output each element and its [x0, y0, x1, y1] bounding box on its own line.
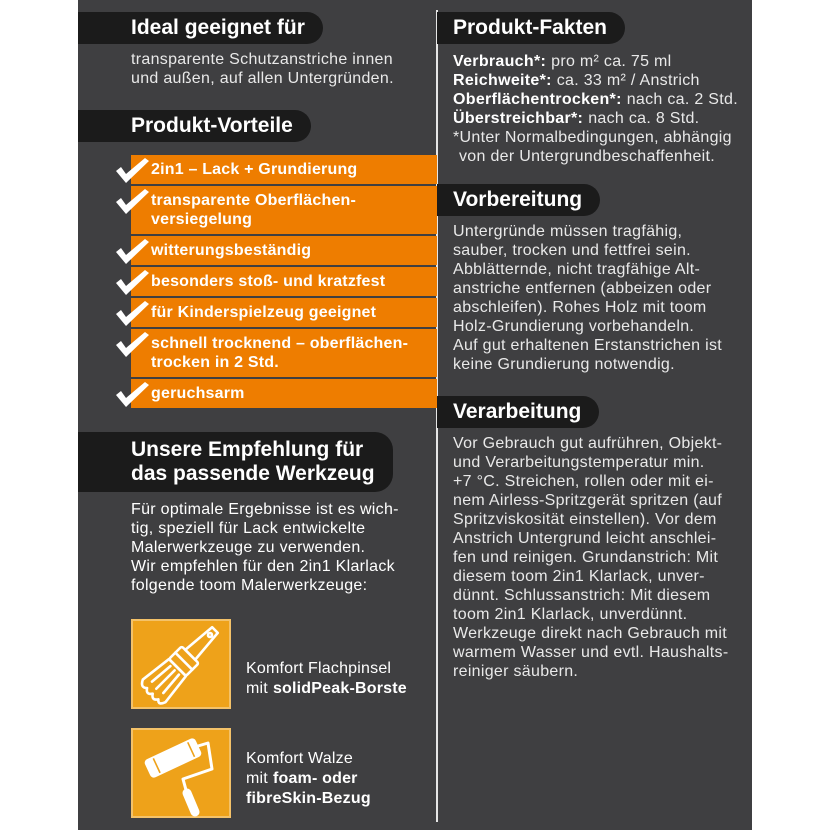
- empfehlung-line: Wir empfehlen für den 2in1 Klarlack: [131, 558, 395, 575]
- verarbeitung-line: Spritzviskosität einstellen). Vor dem: [453, 511, 717, 528]
- verarbeitung-line: diesem toom 2in1 Klarlack, unver-: [453, 568, 705, 585]
- verarbeitung-line: toom 2in1 Klarlack, unverdünnt.: [453, 606, 688, 623]
- vorbereitung-line: keine Grundierung notwendig.: [453, 356, 675, 373]
- checkmark-icon: [114, 157, 150, 185]
- fact-line: [453, 71, 738, 90]
- fact-line: [453, 52, 738, 71]
- fact-value: nach ca. 8 Std.: [588, 110, 700, 127]
- checkmark-icon: [114, 269, 150, 297]
- benefit-text: besonders stoß- und kratzfest: [151, 273, 386, 290]
- verarbeitung-line: und Verarbeitungstemperatur min.: [453, 454, 705, 471]
- fact-value: pro m² ca. 75 ml: [551, 53, 672, 70]
- benefit-text: trocken in 2 Std.: [151, 354, 279, 371]
- empfehlung-line: Für optimale Ergebnisse ist es wich-: [131, 501, 399, 518]
- verarbeitung-line: dünnt. Schlussanstrich: Mit diesem: [453, 587, 711, 604]
- fact-footnote: von der Untergrundbeschaffenheit.: [459, 148, 715, 165]
- verarbeitung-line: Vor Gebrauch gut aufrühren, Objekt-: [453, 435, 723, 452]
- benefit-text: versiegelung: [151, 211, 253, 228]
- benefit-text: geruchsarm: [151, 385, 245, 402]
- heading-vorteile: Produkt-Vorteile: [78, 110, 311, 142]
- vorbereitung-line: anstriche entfernen (abbeizen oder: [453, 280, 712, 297]
- verarbeitung-line: nem Airless-Spritzgerät spritzen (auf: [453, 492, 722, 509]
- vorbereitung-line: abschleifen). Rohes Holz mit toom: [453, 299, 707, 316]
- benefit-text: witterungsbeständig: [151, 242, 312, 259]
- benefit-item: [131, 329, 437, 377]
- verarbeitung-line: warmem Wasser und evtl. Haushalts-: [453, 644, 729, 661]
- benefit-text: transparente Oberflächen-: [151, 192, 357, 209]
- empfehlung-line: Malerwerkzeuge zu verwenden.: [131, 539, 366, 556]
- paint-roller-icon: [131, 728, 231, 818]
- benefit-text: für Kinderspielzeug geeignet: [151, 304, 377, 321]
- empfehlung-text: [131, 500, 399, 595]
- fact-value: ca. 33 m² / Anstrich: [556, 72, 700, 89]
- tool-prefix: mit: [246, 680, 268, 697]
- verarbeitung-line: fen und reinigen. Grundanstrich: Mit: [453, 549, 719, 566]
- fakten-text: [453, 52, 738, 166]
- benefit-item: [131, 298, 437, 327]
- tool-prefix: mit: [246, 770, 268, 787]
- verarbeitung-text: [453, 434, 728, 681]
- vorbereitung-line: Untergründe müssen tragfähig,: [453, 223, 683, 240]
- heading-verarbeitung: Verarbeitung: [437, 396, 599, 428]
- benefit-item: [131, 267, 437, 296]
- tool-feature: foam- oder: [272, 770, 358, 787]
- tool-name: Komfort Walze: [246, 750, 353, 767]
- benefit-list: [131, 155, 437, 410]
- empfehlung-line: folgende toom Malerwerkzeuge:: [131, 577, 368, 594]
- fact-footnote: *Unter Normalbedingungen, abhängig: [453, 129, 732, 146]
- checkmark-icon: [114, 238, 150, 266]
- heading-ideal: Ideal geeignet für: [78, 12, 323, 44]
- verarbeitung-line: reiniger säubern.: [453, 663, 579, 680]
- verarbeitung-line: +7 °C. Streichen, rollen oder mit ei-: [453, 473, 714, 490]
- ideal-text: [131, 50, 394, 88]
- fact-label: Verbrauch*:: [453, 53, 547, 70]
- empfehlung-line: tig, speziell für Lack entwickelte: [131, 520, 366, 537]
- tool-feature: solidPeak-Borste: [272, 680, 407, 697]
- tool-brush-label: [246, 659, 407, 699]
- fact-label: Überstreichbar*:: [453, 110, 584, 127]
- heading-line: Unsere Empfehlung für: [131, 438, 364, 461]
- fact-label: Reichweite*:: [453, 72, 552, 89]
- fact-line: [453, 90, 738, 109]
- checkmark-icon: [114, 188, 150, 216]
- tool-roller-label: [246, 749, 371, 809]
- benefit-item: [131, 236, 437, 265]
- benefit-item: [131, 155, 437, 184]
- vorbereitung-line: Abblätternde, nicht tragfähige Alt-: [453, 261, 701, 278]
- tool-roller-tile: [131, 728, 231, 818]
- vorbereitung-line: Holz-Grundierung vorbehandeln.: [453, 318, 695, 335]
- benefit-item: [131, 186, 437, 234]
- tool-feature: fibreSkin-Bezug: [246, 790, 371, 807]
- benefit-text: schnell trocknend – oberflächen-: [151, 335, 409, 352]
- heading-fakten: Produkt-Fakten: [437, 12, 625, 44]
- fact-line: [453, 109, 738, 128]
- fact-value: nach ca. 2 Std.: [626, 91, 738, 108]
- ideal-line: transparente Schutzanstriche innen: [131, 51, 393, 68]
- fact-label: Oberflächentrocken*:: [453, 91, 622, 108]
- tool-name: Komfort Flachpinsel: [246, 660, 392, 677]
- verarbeitung-line: Anstrich Untergrund leicht anschlei-: [453, 530, 717, 547]
- benefit-item: [131, 379, 437, 408]
- heading-vorbereitung: Vorbereitung: [437, 184, 600, 216]
- tool-feature-line: [246, 769, 371, 789]
- checkmark-icon: [114, 331, 150, 359]
- ideal-line: und außen, auf allen Untergründen.: [131, 70, 394, 87]
- vorbereitung-line: sauber, trocken und fettfrei sein.: [453, 242, 691, 259]
- tool-brush-tile: [131, 619, 231, 709]
- heading-line: das passende Werkzeug: [131, 462, 375, 485]
- checkmark-icon: [114, 300, 150, 328]
- benefit-text: 2in1 – Lack + Grundierung: [151, 161, 358, 178]
- checkmark-icon: [114, 381, 150, 409]
- heading-empfehlung: [78, 432, 393, 492]
- vorbereitung-line: Auf gut erhaltenen Erstanstrichen ist: [453, 337, 723, 354]
- verarbeitung-line: Werkzeuge direkt nach Gebrauch mit: [453, 625, 728, 642]
- tool-feature-line: [246, 679, 407, 699]
- vorbereitung-text: [453, 222, 722, 374]
- paintbrush-icon: [131, 619, 231, 709]
